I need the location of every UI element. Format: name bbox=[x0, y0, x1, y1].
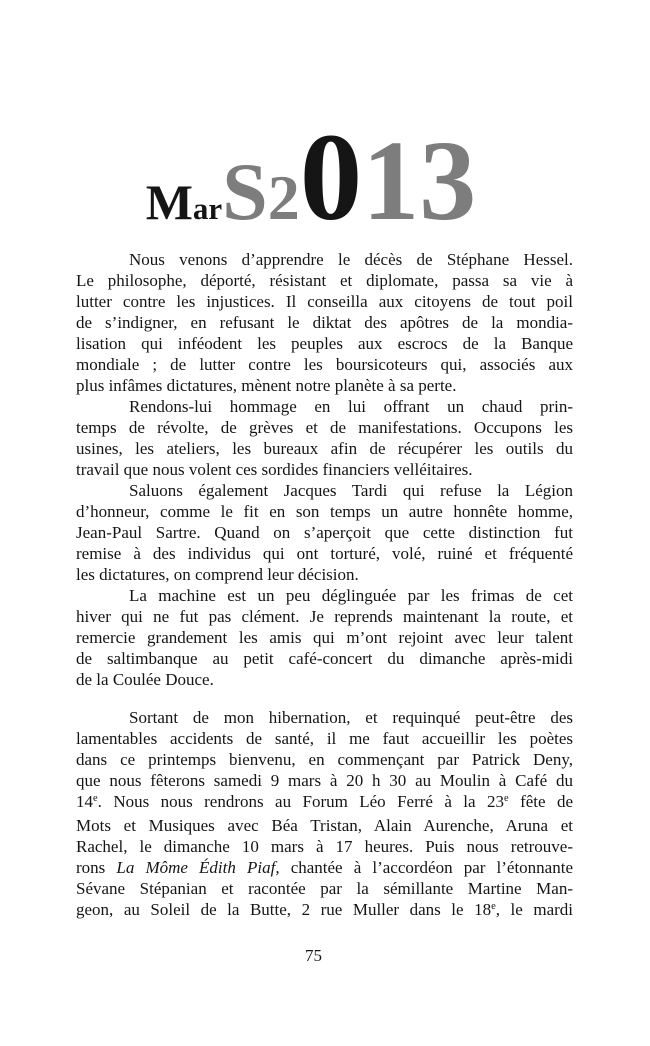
text-block bbox=[76, 249, 573, 923]
title-segment: 0 bbox=[299, 109, 363, 247]
text-line: de la Coulée Douce. bbox=[76, 670, 214, 689]
text-segment: , le mardi bbox=[495, 900, 574, 919]
ordinal-superscript: e bbox=[93, 793, 98, 804]
text-line bbox=[76, 857, 573, 878]
text-line: d’honneur, comme le fit en son temps un autre honnête homme, bbox=[76, 502, 573, 521]
text-line: Nous venons d’apprendre le décès de Stéphane Hessel. bbox=[129, 250, 573, 269]
text-line: de saltimbanque au petit café-concert du dimanche après-midi bbox=[76, 649, 573, 668]
page-title bbox=[0, 109, 636, 271]
text-line: dans ce printemps bienvenu, en commençant par Patrick Deny, bbox=[76, 750, 573, 769]
paragraph bbox=[76, 396, 573, 480]
page-number: 75 bbox=[305, 946, 322, 965]
text-line: temps de révolte, de grèves et de manifestations. Occupons les bbox=[76, 418, 573, 437]
italic-text: La Môme Édith Piaf, bbox=[116, 858, 280, 877]
text-line: les dictatures, on comprend leur décision. bbox=[76, 565, 359, 584]
title-segment: M bbox=[145, 174, 193, 230]
text-line bbox=[76, 899, 573, 923]
paragraph bbox=[76, 585, 573, 690]
title-segment: S bbox=[222, 146, 268, 237]
text-line: travail que nous volent ces sordides financiers velléitaires. bbox=[76, 460, 473, 479]
text-segment: geon, au Soleil de la Butte, 2 rue Muller dans le 18 bbox=[76, 900, 492, 919]
paragraph bbox=[76, 707, 573, 923]
text-line: Rendons-lui hommage en lui offrant un chaud prin- bbox=[129, 397, 573, 416]
text-line: La machine est un peu déglinguée par les frimas de cet bbox=[129, 586, 573, 605]
title-segment: ar bbox=[192, 191, 223, 226]
text-line: mondiale ; de lutter contre les boursicoteurs qui, associés aux bbox=[76, 355, 573, 374]
text-line: Mots et Musiques avec Béa Tristan, Alain Aurenche, Aruna et bbox=[76, 816, 573, 835]
text-segment: rons bbox=[76, 858, 117, 877]
text-segment: . Nous nous rendrons au Forum Léo Ferré à la 23 bbox=[97, 792, 504, 811]
ordinal-superscript: e bbox=[503, 793, 509, 804]
text-line: lutter contre les injustices. Il conseilla aux citoyens de tout poil bbox=[76, 292, 573, 311]
text-line: lisation qui inféodent les peuples aux escrocs de la Banque bbox=[76, 334, 573, 353]
text-line: Le philosophe, déporté, résistant et diplomate, passa sa vie à bbox=[76, 271, 573, 290]
text-line: Sortant de mon hibernation, et requinqué peut-être des bbox=[129, 708, 573, 727]
text-line: Jean-Paul Sartre. Quand on s’aperçoit que cette distinction fut bbox=[76, 523, 573, 542]
text-line: de s’indigner, en refusant le diktat des apôtres de la mondia- bbox=[76, 313, 573, 332]
text-line: Saluons également Jacques Tardi qui refuse la Légion bbox=[129, 481, 573, 500]
text-line bbox=[76, 791, 573, 815]
text-line: lamentables accidents de santé, il me faut accueillir les poètes bbox=[76, 729, 573, 748]
title-segment: 13 bbox=[362, 117, 477, 244]
paragraph bbox=[76, 249, 573, 396]
text-segment: chantée à l’accordéon par l’étonnante bbox=[279, 858, 573, 877]
text-line: Rachel, le dimanche 10 mars à 17 heures. Puis nous retrouve- bbox=[76, 837, 573, 856]
text-segment: fête de bbox=[508, 792, 573, 811]
text-segment: 14 bbox=[76, 792, 93, 811]
ordinal-superscript: e bbox=[491, 901, 496, 912]
paragraph bbox=[76, 480, 573, 585]
text-line: remise à des individus qui ont torturé, volé, ruiné et fréquenté bbox=[76, 544, 573, 563]
text-line: Sévane Stépanian et racontée par la sémillante Martine Man- bbox=[76, 879, 573, 898]
text-line: remercie grandement les amis qui m’ont rejoint avec leur talent bbox=[76, 628, 573, 647]
text-line: hiver qui ne fut pas clément. Je reprends maintenant la route, et bbox=[76, 607, 573, 626]
text-line: que nous fêterons samedi 9 mars à 20 h 30 au Moulin à Café du bbox=[76, 771, 573, 790]
text-line: usines, les ateliers, les bureaux afin de récupérer les outils du bbox=[76, 439, 573, 458]
text-line: plus infâmes dictatures, mènent notre planète à sa perte. bbox=[76, 376, 457, 395]
title-segment: 2 bbox=[267, 162, 300, 233]
